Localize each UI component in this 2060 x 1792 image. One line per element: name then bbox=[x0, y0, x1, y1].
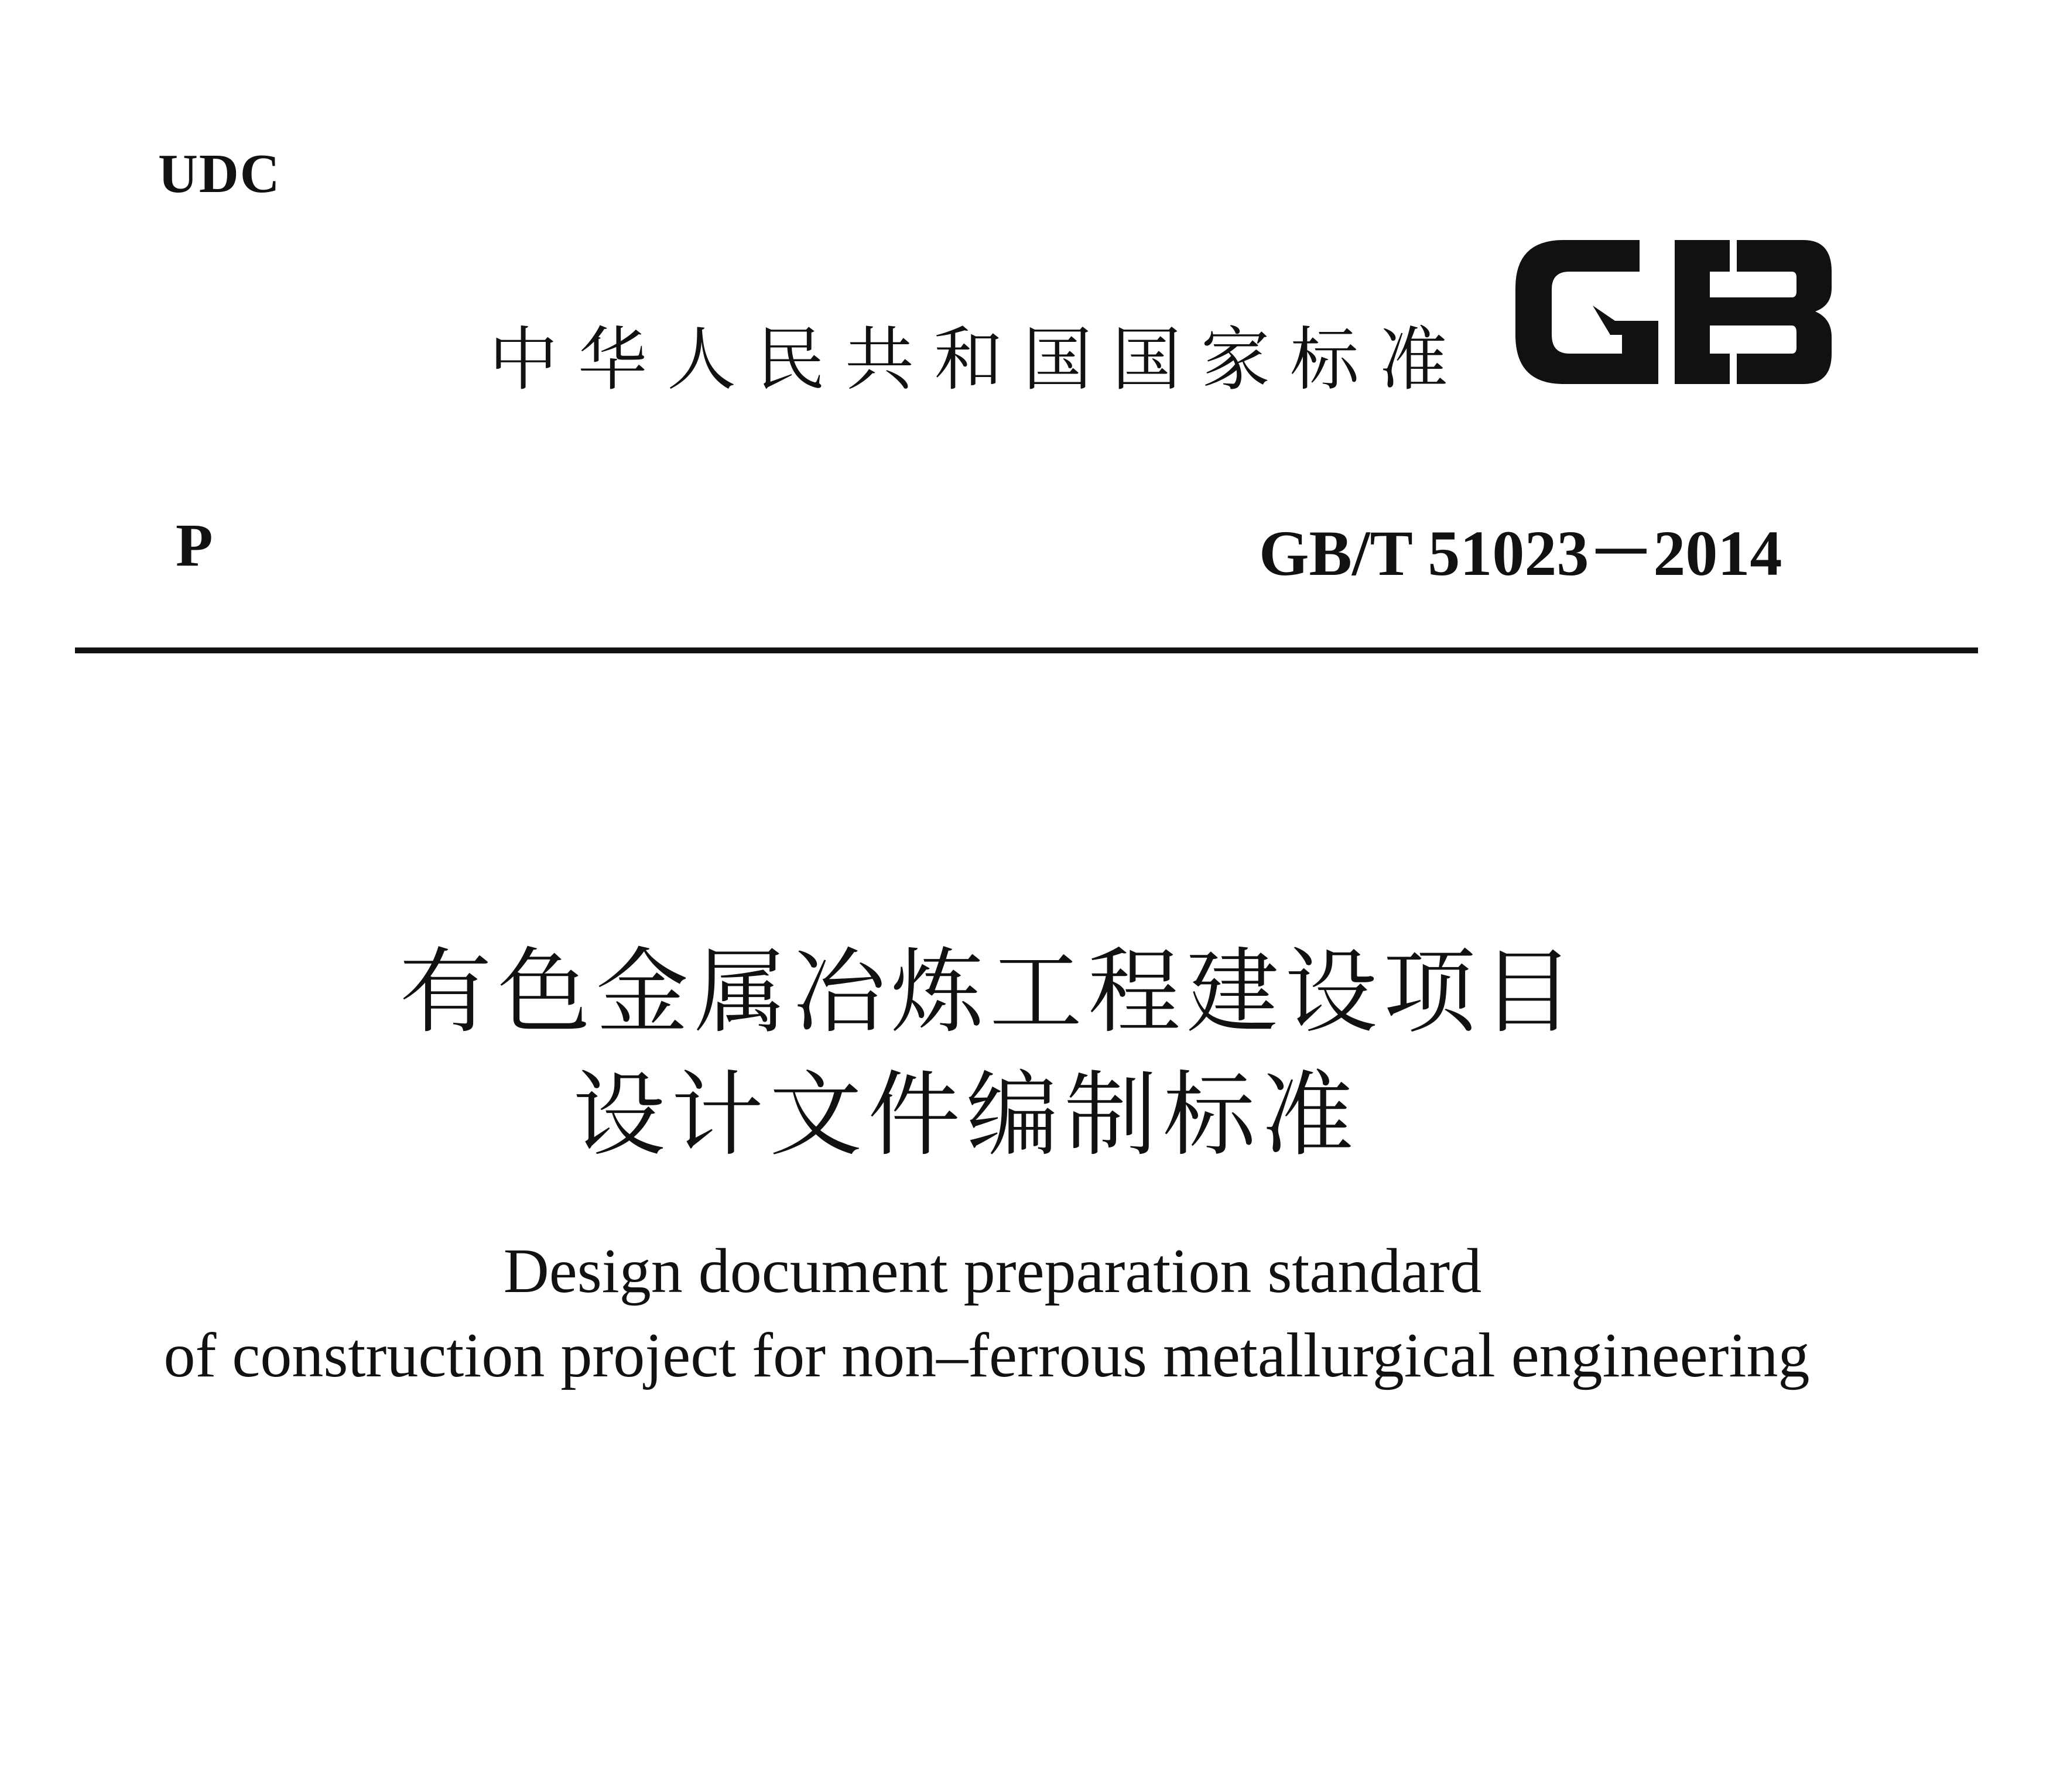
title-cn-line-1: 有色金属冶炼工程建设项目 bbox=[399, 938, 1580, 1046]
standard-number: GB/T 51023－2014 bbox=[1259, 518, 1782, 589]
classification-code: P bbox=[176, 512, 213, 579]
title-en-line-2: of construction project for non–ferrous metallurgical engineering bbox=[163, 1321, 1810, 1390]
gb-logo-g-notch bbox=[1640, 229, 1652, 283]
title-en-line-1: Design document preparation standard bbox=[503, 1236, 1482, 1306]
header-divider bbox=[75, 647, 1978, 653]
title-cn-line-2: 设计文件编制标准 bbox=[573, 1061, 1360, 1169]
gb-logo-b-divider bbox=[1730, 229, 1737, 276]
national-standard-label: 中华人民共和国国家标准 bbox=[489, 319, 1469, 400]
gb-logo-b-shape bbox=[1675, 240, 1832, 384]
gb-logo-b-divider-bottom bbox=[1730, 347, 1737, 393]
gb-logo bbox=[1499, 218, 1848, 406]
udc-label: UDC bbox=[158, 143, 281, 204]
